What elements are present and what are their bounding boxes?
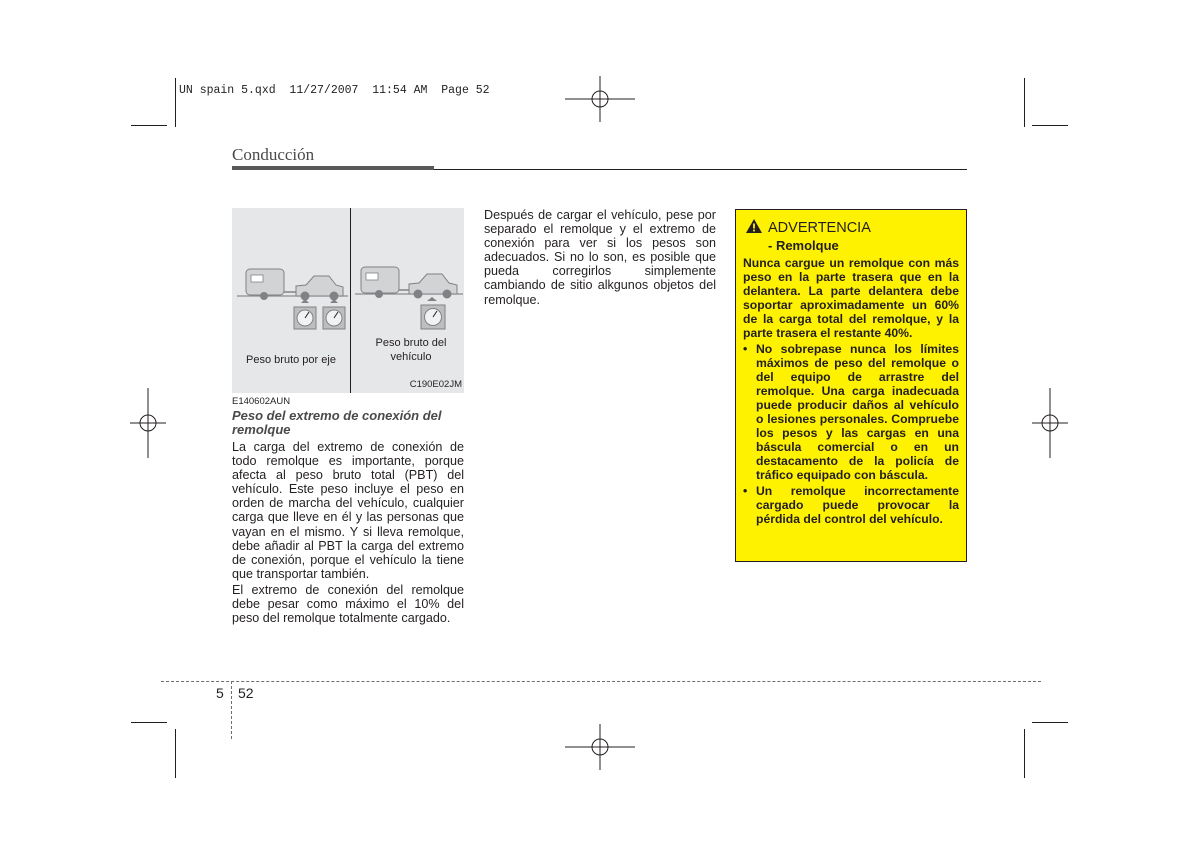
registration-mark-right <box>1032 388 1068 458</box>
paragraph-tongue-load: La carga del extremo de conexión de todo remolque es importante, porque afecta al peso bruto total (PBT) del vehículo. Este peso incluye el peso en orden de marcha del vehículo, cualquier carga que lleve en él y las personas que vayan en el mismo. Y si lleva remolque, debe añadir al PBT la carga del extremo de conexión, porque el vehículo la tiene que transportar también. <box>232 440 464 581</box>
caption-gross-line1: Peso bruto del <box>375 337 447 349</box>
image-code: E140602AUN <box>232 396 291 407</box>
registration-mark-bottom <box>565 722 635 772</box>
registration-mark-top <box>565 74 635 124</box>
column-2-body <box>484 208 716 307</box>
printer-slug: UN spain 5.qxd 11/27/2007 11:54 AM Page 52 <box>179 84 490 97</box>
caption-gross-line2: vehículo <box>390 351 432 363</box>
warning-box <box>735 209 967 562</box>
warning-header <box>745 218 871 236</box>
caption-axle-weight: Peso bruto por eje <box>246 354 336 366</box>
trailer-weight-illustration <box>232 208 464 393</box>
warning-subtitle: - Remolque <box>768 238 839 253</box>
trailer-car-gross-scale-drawing <box>351 208 465 338</box>
footer-dashed-rule <box>161 681 1041 682</box>
paragraph-tongue-limit: El extremo de conexión del remolque debe pesar como máximo el 10% del peso del remolque totalmente cargado. <box>232 582 464 626</box>
trailer-car-axle-scales-drawing <box>232 208 350 338</box>
warning-title: ADVERTENCIA <box>768 220 871 236</box>
warning-bullet-weight-limits: • No sobrepase nunca los límites máximos de peso del remolque o del equipo de arrastre del remolque. Una carga inadecuada puede producir daños al vehículo o lesiones personales. Compruebe los pesos y las cargas en una báscula comercial o en un destacamento de la policía de tráfico equipado con báscula. <box>743 342 959 482</box>
warning-triangle-icon <box>745 218 763 234</box>
header-rule <box>434 169 967 170</box>
registration-mark-left <box>130 388 166 458</box>
column-1-body <box>232 440 464 625</box>
header-rule-accent <box>232 166 434 170</box>
warning-bullet-list <box>743 342 959 526</box>
figure-code: C190E02JM <box>409 379 462 390</box>
section-title: Conducción <box>232 145 315 164</box>
paragraph-weigh-separately: Después de cargar el vehículo, pese por separado el remolque y el extremo de conexión para ver si los pesos son adecuados. Si no lo son, es posible que pueda corregirlos simplemente cambiando de sitio alkgunos objetos del remolque. <box>484 208 716 307</box>
warning-body <box>743 256 959 526</box>
page-number: 52 <box>238 685 254 701</box>
warning-intro: Nunca cargue un remolque con más peso en la parte trasera que en la delantera. La parte delantera debe soportar aproximadamente un 60% de la carga total del remolque, y la parte trasera el restante 40%. <box>743 256 959 340</box>
footer-dashed-separator <box>231 681 232 739</box>
caption-gross-vehicle-weight <box>356 336 466 364</box>
warning-bullet-loss-of-control: • Un remolque incorrectamente cargado puede provocar la pérdida del control del vehículo. <box>743 484 959 526</box>
subheading-tongue-weight: Peso del extremo de conexión del remolque <box>232 408 442 437</box>
section-number: 5 <box>216 685 224 701</box>
